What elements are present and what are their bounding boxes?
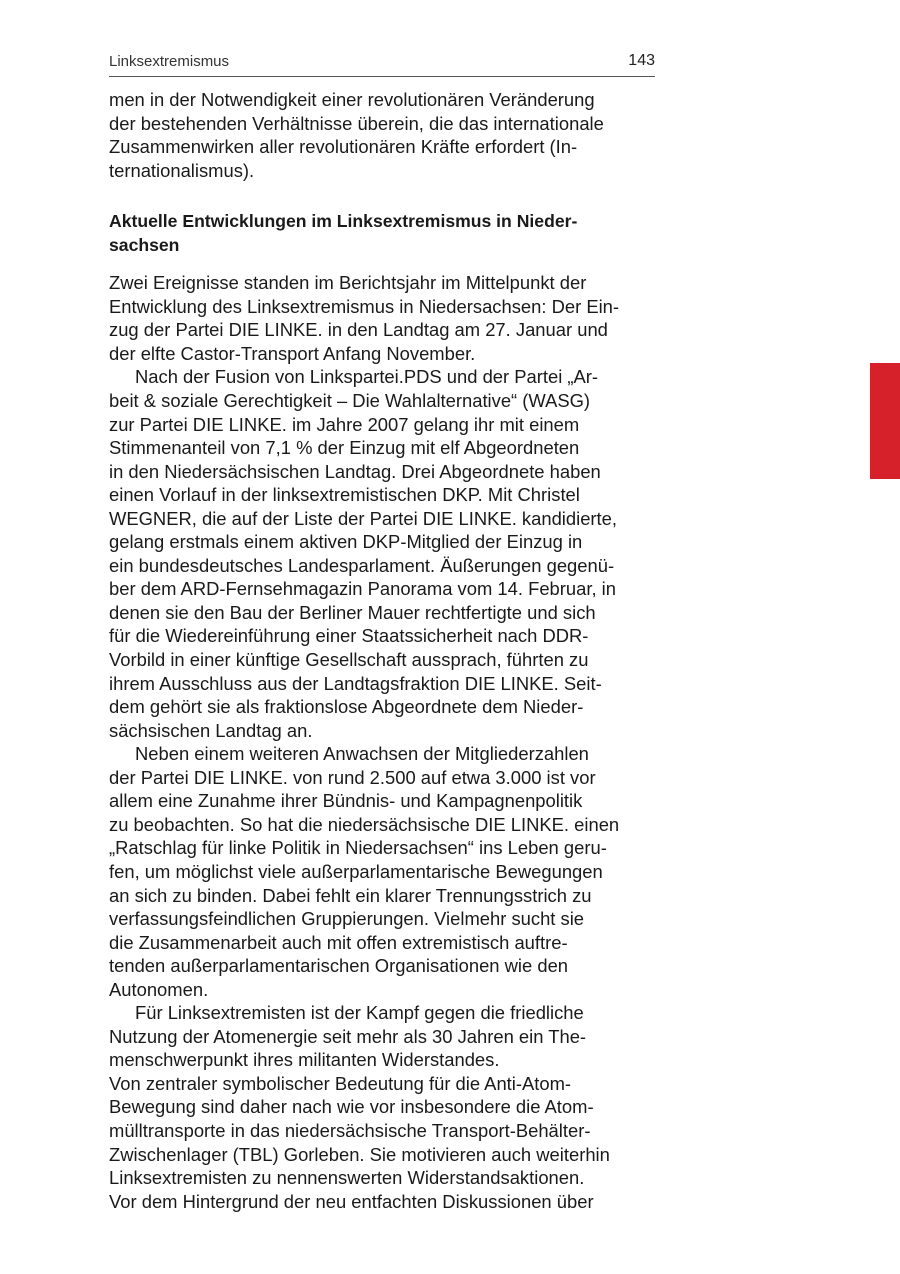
text-line: für die Wiedereinführung einer Staatssicherheit nach DDR-: [109, 625, 589, 647]
text-line: Von zentraler symbolischer Bedeutung für die Anti-Atom-: [109, 1072, 572, 1094]
text-line: Stimmenanteil von 7,1 % der Einzug mit elf Abgeordneten: [109, 437, 580, 459]
text-line: allem eine Zunahme ihrer Bündnis- und Kampagnenpolitik: [109, 790, 583, 812]
text-line: Zwei Ereignisse standen im Berichtsjahr im Mittelpunkt der: [109, 272, 587, 294]
text-line: ber dem ARD-Fernsehmagazin Panorama vom 14. Februar, in: [109, 578, 616, 600]
text-line: Nach der Fusion von Linkspartei.PDS und der Partei „Ar-: [135, 366, 599, 388]
text-line: Linksextremisten zu nennenswerten Widerstandsaktionen.: [109, 1167, 585, 1189]
text-line: ihrem Ausschluss aus der Landtagsfraktion DIE LINKE. Seit-: [109, 672, 602, 694]
text-line: Neben einem weiteren Anwachsen der Mitgliederzahlen: [135, 743, 589, 765]
paragraph: [109, 271, 669, 1213]
text-line: denen sie den Bau der Berliner Mauer rechtfertigte und sich: [109, 601, 596, 623]
running-header: [109, 52, 655, 77]
text-line: „Ratschlag für linke Politik in Niedersachsen“ ins Leben geru-: [109, 837, 607, 859]
text-line: an sich zu binden. Dabei fehlt ein klarer Trennungsstrich zu: [109, 884, 592, 906]
text-line: gelang erstmals einem aktiven DKP-Mitglied der Einzug in: [109, 531, 583, 553]
section-heading: [109, 210, 669, 257]
page-number: 143: [628, 52, 655, 69]
text-line: ein bundesdeutsches Landesparlament. Äußerungen gegenü-: [109, 554, 615, 576]
running-title: Linksextremismus: [109, 53, 230, 70]
text-line: Autonomen.: [109, 978, 209, 1000]
text-line: Entwicklung des Linksextremismus in Niedersachsen: Der Ein-: [109, 295, 620, 317]
text-line: zug der Partei DIE LINKE. in den Landtag am 27. Januar und: [109, 319, 608, 341]
text-line: Zusammenwirken aller revolutionären Kräfte erfordert (In-: [109, 136, 578, 158]
text-line: menschwerpunkt ihres militanten Widerstandes.: [109, 1049, 500, 1071]
paragraph: [109, 88, 669, 182]
text-line: beit & soziale Gerechtigkeit – Die Wahlalternative“ (WASG): [109, 390, 591, 412]
heading-line: sachsen: [109, 234, 180, 255]
text-line: Nutzung der Atomenergie seit mehr als 30 Jahren ein The-: [109, 1025, 587, 1047]
spacer: [109, 182, 669, 210]
text-line: dem gehört sie als fraktionslose Abgeordnete dem Nieder-: [109, 696, 584, 718]
text-line: mülltransporte in das niedersächsische Transport-Behälter-: [109, 1119, 591, 1141]
text-line: tenden außerparlamentarischen Organisationen wie den: [109, 955, 569, 977]
text-line: Vorbild in einer künftige Gesellschaft aussprach, führten zu: [109, 649, 589, 671]
text-line: zu beobachten. So hat die niedersächsische DIE LINKE. einen: [109, 813, 620, 835]
heading-line: Aktuelle Entwicklungen im Linksextremismus in Nieder-: [109, 211, 578, 232]
text-line: ternationalismus).: [109, 159, 255, 181]
text-line: sächsischen Landtag an.: [109, 719, 313, 741]
text-line: fen, um möglichst viele außerparlamentarische Bewegungen: [109, 860, 603, 882]
text-line: der elfte Castor-Transport Anfang November.: [109, 342, 476, 364]
spacer: [109, 257, 669, 271]
page-body: [109, 88, 669, 1213]
text-line: Vor dem Hintergrund der neu entfachten Diskussionen über: [109, 1190, 594, 1212]
text-line: Für Linksextremisten ist der Kampf gegen die friedliche: [135, 1002, 584, 1024]
text-line: WEGNER, die auf der Liste der Partei DIE LINKE. kandidierte,: [109, 507, 618, 529]
text-line: der Partei DIE LINKE. von rund 2.500 auf etwa 3.000 ist vor: [109, 766, 596, 788]
text-line: Bewegung sind daher nach wie vor insbesondere die Atom-: [109, 1096, 594, 1118]
text-line: Zwischenlager (TBL) Gorleben. Sie motivieren auch weiterhin: [109, 1143, 610, 1165]
text-line: die Zusammenarbeit auch mit offen extremistisch auftre-: [109, 931, 568, 953]
text-line: einen Vorlauf in der linksextremistischen DKP. Mit Christel: [109, 484, 580, 506]
chapter-tab-marker: [870, 363, 900, 479]
text-line: verfassungsfeindlichen Gruppierungen. Vielmehr sucht sie: [109, 908, 585, 930]
text-line: zur Partei DIE LINKE. im Jahre 2007 gelang ihr mit einem: [109, 413, 580, 435]
text-line: in den Niedersächsischen Landtag. Drei Abgeordnete haben: [109, 460, 601, 482]
text-line: der bestehenden Verhältnisse überein, die das internationale: [109, 112, 604, 134]
text-line: men in der Notwendigkeit einer revolutionären Veränderung: [109, 89, 595, 110]
